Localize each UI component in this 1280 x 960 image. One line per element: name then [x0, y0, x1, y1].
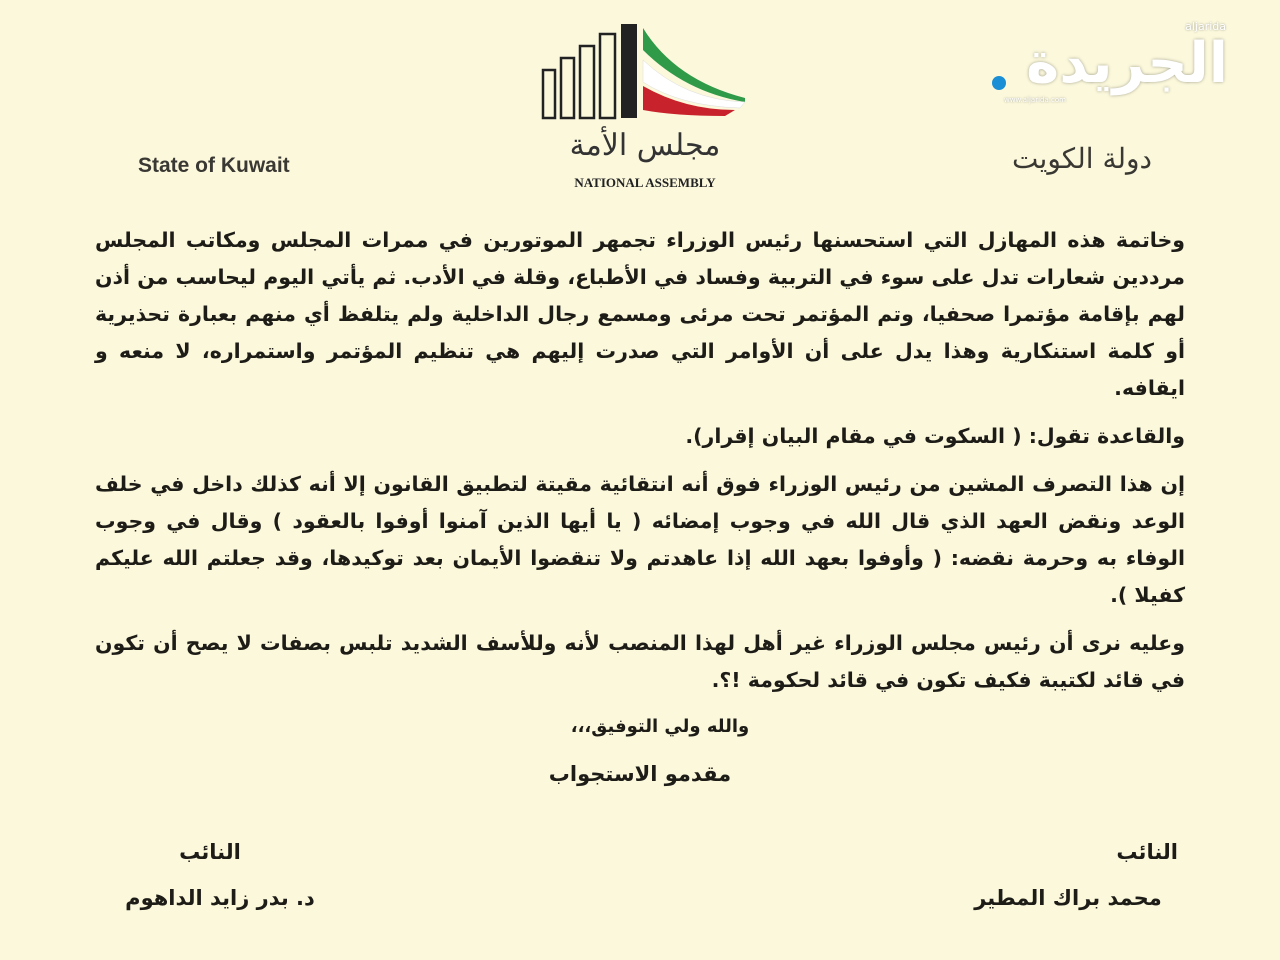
submitters-title: مقدمو الاستجواب [548, 762, 732, 786]
watermark-ar: الجريدة [1026, 31, 1228, 96]
state-of-kuwait-en: State of Kuwait [138, 154, 290, 177]
signatory-title: النائب [1116, 840, 1178, 864]
signatory-name: محمد براك المطير [974, 886, 1162, 910]
letter-body [95, 222, 1185, 710]
logo-english-text: NATIONAL ASSEMBLY [574, 175, 716, 190]
national-assembly-logo-icon [535, 20, 755, 195]
signatory-title: النائب [179, 840, 241, 864]
signatory-2 [90, 840, 350, 910]
watermark-en: aljarida [1185, 20, 1226, 33]
signatory-name: د. بدر زايد الداهوم [125, 886, 315, 910]
paragraph: وعليه نرى أن رئيس مجلس الوزراء غير أهل لهذا المنصب لأنه وللأسف الشديد تلبس بصفات لا يصح أن تكون في قائد لكتيبة فكيف تكون في قائد لحكومة !؟. [95, 631, 1185, 692]
paragraph: إن هذا التصرف المشين من رئيس الوزراء فوق أنه انتقائية مقيتة لتطبيق القانون إلا أنه كذلك داخل في خلف الوعد ونقض العهد الذي قال الله في وجوب إمضائه ( يا أيها الذين آمنوا أوفوا بالعقود ) وقال في وجوب الوفاء به وحرمة نقضه: ( وأوفوا بعهد الله إذا عاهدتم ولا تنقضوا الأيمان بعد توكيدها، وقد جعلتم الله عليكم كفيلا ). [95, 472, 1185, 607]
paragraph: وخاتمة هذه المهازل التي استحسنها رئيس الوزراء تجمهر الموتورين في ممرات المجلس ومكاتب المجلس مرددين شعارات تدل على سوء في التربية وفساد في الأطباع، وقلة في الأدب. ثم يأتي اليوم ليحاسب من أذن لهم بإقامة مؤتمرا صحفيا، وتم المؤتمر تحت مرئى ومسمع رجال الداخلية ولم يتلفظ أي منهم بعبارة تحذيرية أو كلمة استنكارية وهذا يدل على أن الأوامر التي صدرت إليهم هي تنظيم المؤتمر واستمراره، لا منعه و ايقافه. [95, 228, 1185, 400]
aljarida-watermark [998, 20, 1228, 110]
signatory-1 [948, 840, 1188, 910]
logo-arabic-text: مجلس الأمة [569, 128, 721, 163]
state-of-kuwait-ar: دولة الكويت [1012, 142, 1152, 175]
watermark-url: www.aljarida.com [1004, 96, 1066, 104]
watermark-dot-icon [992, 76, 1006, 90]
closing-line: والله ولي التوفيق،،، [570, 716, 750, 737]
paragraph: والقاعدة تقول: ( السكوت في مقام البيان إقرار). [685, 424, 1185, 448]
